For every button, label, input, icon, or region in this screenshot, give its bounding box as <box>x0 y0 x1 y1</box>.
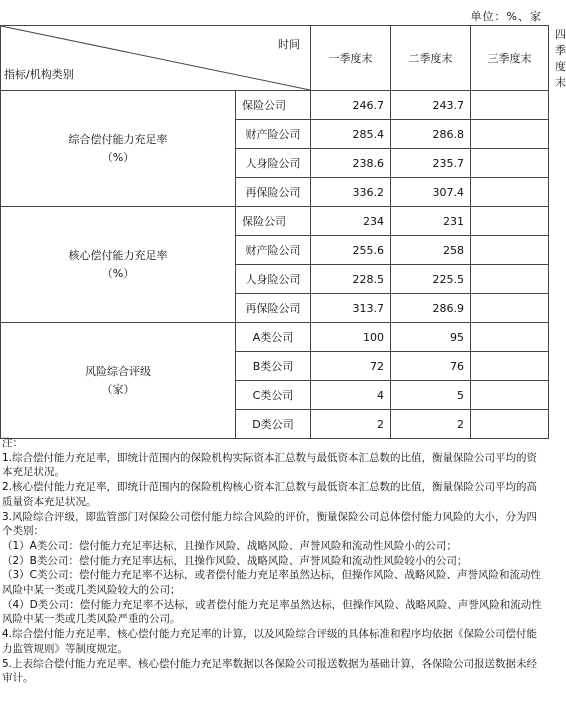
note-item: 1.综合偿付能力充足率，即统计范围内的保险机构实际资本汇总数与最低资本汇总数的比值，衡量保险公司平均的资本充足状况。 <box>2 451 538 479</box>
value-cell-q2: 243.7 <box>391 91 471 120</box>
value-cell-q1: 234 <box>311 207 391 236</box>
value-cell-q3 <box>471 381 549 410</box>
row-label: A类公司 <box>236 323 311 352</box>
note-item: 4.综合偿付能力充足率、核心偿付能力充足率的计算，以及风险综合评级的具体标准和程序均依据《保险公司偿付能力监管规则》等制度规定。 <box>2 628 538 655</box>
value-cell-q1: 228.5 <box>311 265 391 294</box>
value-cell-q3 <box>471 149 549 178</box>
note-heading: 注： <box>2 437 23 449</box>
value-cell-q1: 313.7 <box>311 294 391 323</box>
note-item: 2.核心偿付能力充足率，即统计范围内的保险机构核心资本汇总数与最低资本汇总数的比值，衡量保险公司平均的高质量资本充足状况。 <box>2 481 538 508</box>
value-cell-q2: 225.5 <box>391 265 471 294</box>
row-label: 财产险公司 <box>236 236 311 265</box>
value-cell-q2: 231 <box>391 207 471 236</box>
value-cell-q1: 255.6 <box>311 236 391 265</box>
value-cell-q2: 5 <box>391 381 471 410</box>
note-item: 5.上表综合偿付能力充足率、核心偿付能力充足率数据以各保险公司报送数据为基础计算，各保险公司报送数据未经审计。 <box>2 657 538 685</box>
value-cell-q2: 76 <box>391 352 471 381</box>
row-label: 人身险公司 <box>236 265 311 294</box>
row-label: C类公司 <box>236 381 311 410</box>
table-row <box>1 91 549 120</box>
value-cell-q1: 72 <box>311 352 391 381</box>
category-cell <box>1 207 236 323</box>
value-cell-q3 <box>471 236 549 265</box>
category-name: 综合偿付能力充足率 <box>68 132 168 146</box>
note-item: （4）D类公司：偿付能力充足率不达标，或者偿付能力充足率虽然达标，但操作风险、战略风险、声誉风险和流动性风险中某一类或几类风险严重的公司。 <box>2 598 542 626</box>
column-header-q2: 二季度末 <box>391 26 471 91</box>
row-label: 再保险公司 <box>236 178 311 207</box>
value-cell-q3 <box>471 410 549 439</box>
table-row <box>1 323 549 352</box>
category-cell <box>1 323 236 439</box>
value-cell-q3 <box>471 91 549 120</box>
row-label: D类公司 <box>236 410 311 439</box>
value-cell-q2: 307.4 <box>391 178 471 207</box>
value-cell-q3 <box>471 294 549 323</box>
column-header-q3: 三季度末 <box>471 26 549 91</box>
value-cell-q2: 235.7 <box>391 149 471 178</box>
category-unit: （家） <box>101 382 135 396</box>
row-label: 保险公司 <box>236 207 311 236</box>
row-label: 财产险公司 <box>236 120 311 149</box>
diagonal-header-cell <box>1 26 311 91</box>
time-label: 时间 <box>278 38 301 51</box>
row-label: 再保险公司 <box>236 294 311 323</box>
notes-section <box>2 436 546 686</box>
value-cell-q1: 238.6 <box>311 149 391 178</box>
category-unit: （%） <box>101 266 135 280</box>
table-row <box>1 207 549 236</box>
header-row: 时间 指标/机构类别 一季度末 二季度末 三季度末 四季度末 <box>1 26 549 91</box>
value-cell-q3 <box>471 323 549 352</box>
value-cell-q1: 2 <box>311 410 391 439</box>
value-cell-q1: 285.4 <box>311 120 391 149</box>
value-cell-q3 <box>471 207 549 236</box>
value-cell-q1: 246.7 <box>311 91 391 120</box>
note-item: 3.风险综合评级，即监管部门对保险公司偿付能力综合风险的评价，衡量保险公司总体偿付能力风险的大小，分为四个类别： <box>2 510 538 538</box>
note-item: （2）B类公司：偿付能力充足率达标，且操作风险、战略风险、声誉风险和流动性风险较小的公司； <box>2 554 468 567</box>
solvency-table <box>0 25 566 439</box>
note-item: （1）A类公司：偿付能力充足率达标，且操作风险、战略风险、声誉风险和流动性风险小的公司； <box>2 539 457 552</box>
value-cell-q3 <box>471 265 549 294</box>
value-cell-q3 <box>471 120 549 149</box>
category-name: 核心偿付能力充足率 <box>68 248 168 262</box>
row-label: 人身险公司 <box>236 149 311 178</box>
category-name: 风险综合评级 <box>85 364 151 378</box>
value-cell-q3 <box>471 178 549 207</box>
row-label: 保险公司 <box>236 91 311 120</box>
value-cell-q2: 2 <box>391 410 471 439</box>
unit-label: 单位：%、家 <box>470 10 542 23</box>
value-cell-q2: 258 <box>391 236 471 265</box>
row-label: B类公司 <box>236 352 311 381</box>
value-cell-q1: 336.2 <box>311 178 391 207</box>
indicator-label: 指标/机构类别 <box>4 68 74 81</box>
column-header-q1: 一季度末 <box>311 26 391 91</box>
value-cell-q3 <box>471 352 549 381</box>
value-cell-q2: 95 <box>391 323 471 352</box>
value-cell-q2: 286.8 <box>391 120 471 149</box>
value-cell-q1: 4 <box>311 381 391 410</box>
value-cell-q2: 286.9 <box>391 294 471 323</box>
note-item: （3）C类公司：偿付能力充足率不达标，或者偿付能力充足率虽然达标，但操作风险、战略风险、声誉风险和流动性风险中某一类或几类风险较大的公司； <box>2 569 542 597</box>
category-unit: （%） <box>101 150 135 164</box>
category-cell <box>1 91 236 207</box>
value-cell-q1: 100 <box>311 323 391 352</box>
